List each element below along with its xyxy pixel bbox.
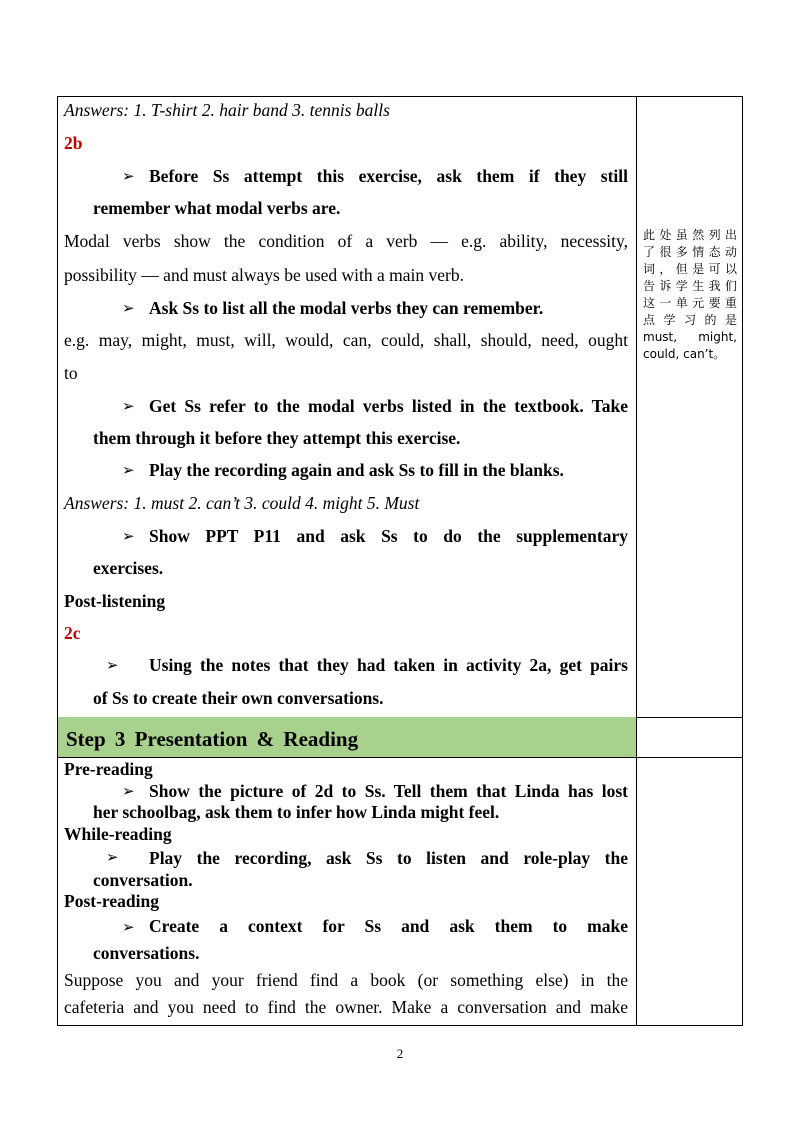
instruction-line: Get Ss refer to the modal verbs listed in the textbook. Take xyxy=(149,396,628,416)
answers-line: Answers: 1. T-shirt 2. hair band 3. tennis balls xyxy=(64,100,390,120)
note-line: could, can’t。 xyxy=(643,347,726,361)
step-title: Step 3 Presentation & Reading xyxy=(66,727,359,751)
arrowhead-bullet-icon: ➢ xyxy=(106,656,119,674)
while-reading-heading: While-reading xyxy=(64,824,172,844)
post-listening-heading: Post-listening xyxy=(64,591,166,611)
instruction-line: Show PPT P11 and ask Ss to do the supplementary xyxy=(149,526,628,546)
instruction-line: Ask Ss to list all the modal verbs they can remember. xyxy=(149,298,544,318)
instruction-line: Play the recording again and ask Ss to fill in the blanks. xyxy=(149,460,564,480)
instruction-line: conversation. xyxy=(93,870,193,890)
instruction-line: Before Ss attempt this exercise, ask them if they still xyxy=(149,166,628,186)
arrowhead-bullet-icon: ➢ xyxy=(122,167,135,185)
arrowhead-bullet-icon: ➢ xyxy=(106,848,119,866)
post-reading-heading: Post-reading xyxy=(64,891,159,911)
note-line: 这一单元要重 xyxy=(643,296,737,310)
note-line: 了很多情态动 xyxy=(643,245,737,259)
pre-reading-heading: Pre-reading xyxy=(64,759,153,779)
arrowhead-bullet-icon: ➢ xyxy=(122,527,135,545)
page-number: 2 xyxy=(396,1046,404,1061)
answers-line: Answers: 1. must 2. can’t 3. could 4. might 5. Must xyxy=(64,493,420,513)
instruction-line: her schoolbag, ask them to infer how Linda might feel. xyxy=(93,802,500,822)
row-divider xyxy=(58,757,742,758)
note-line: 告诉学生我们 xyxy=(643,279,737,293)
instruction-line: exercises. xyxy=(93,558,164,578)
note-line: 点学习的是 xyxy=(643,313,737,327)
arrowhead-bullet-icon: ➢ xyxy=(122,918,135,936)
instruction-line: of Ss to create their own conversations. xyxy=(93,688,384,708)
step-3-header xyxy=(58,717,636,757)
paragraph-line: e.g. may, might, must, will, would, can, could, shall, should, need, ought xyxy=(64,330,628,350)
paragraph-line: Modal verbs show the condition of a verb — e.g. ability, necessity, xyxy=(64,231,628,251)
instruction-line: remember what modal verbs are. xyxy=(93,198,341,218)
instruction-line: conversations. xyxy=(93,943,200,963)
column-divider xyxy=(636,97,637,1025)
note-line: must, might, xyxy=(643,330,737,344)
arrowhead-bullet-icon: ➢ xyxy=(122,782,135,800)
paragraph-line: possibility — and must always be used with a main verb. xyxy=(64,265,465,285)
instruction-line: them through it before they attempt this exercise. xyxy=(93,428,461,448)
paragraph-line: to xyxy=(64,363,78,383)
arrowhead-bullet-icon: ➢ xyxy=(122,397,135,415)
instruction-line: Using the notes that they had taken in activity 2a, get pairs xyxy=(149,655,628,675)
note-line: 此处虽然列出 xyxy=(643,228,737,242)
note-line: 词，但是可以 xyxy=(643,262,737,276)
paragraph-line: cafeteria and you need to find the owner. Make a conversation and make xyxy=(64,997,628,1017)
instruction-line: Create a context for Ss and ask them to make xyxy=(149,916,628,936)
paragraph-line: Suppose you and your friend find a book (or something else) in the xyxy=(64,970,628,990)
arrowhead-bullet-icon: ➢ xyxy=(122,461,135,479)
section-2b-heading: 2b xyxy=(64,133,83,153)
instruction-line: Play the recording, ask Ss to listen and role-play the xyxy=(149,848,628,868)
instruction-line: Show the picture of 2d to Ss. Tell them that Linda has lost xyxy=(149,781,628,801)
teacher-side-note xyxy=(643,227,737,363)
arrowhead-bullet-icon: ➢ xyxy=(122,299,135,317)
section-2c-heading: 2c xyxy=(64,623,81,643)
